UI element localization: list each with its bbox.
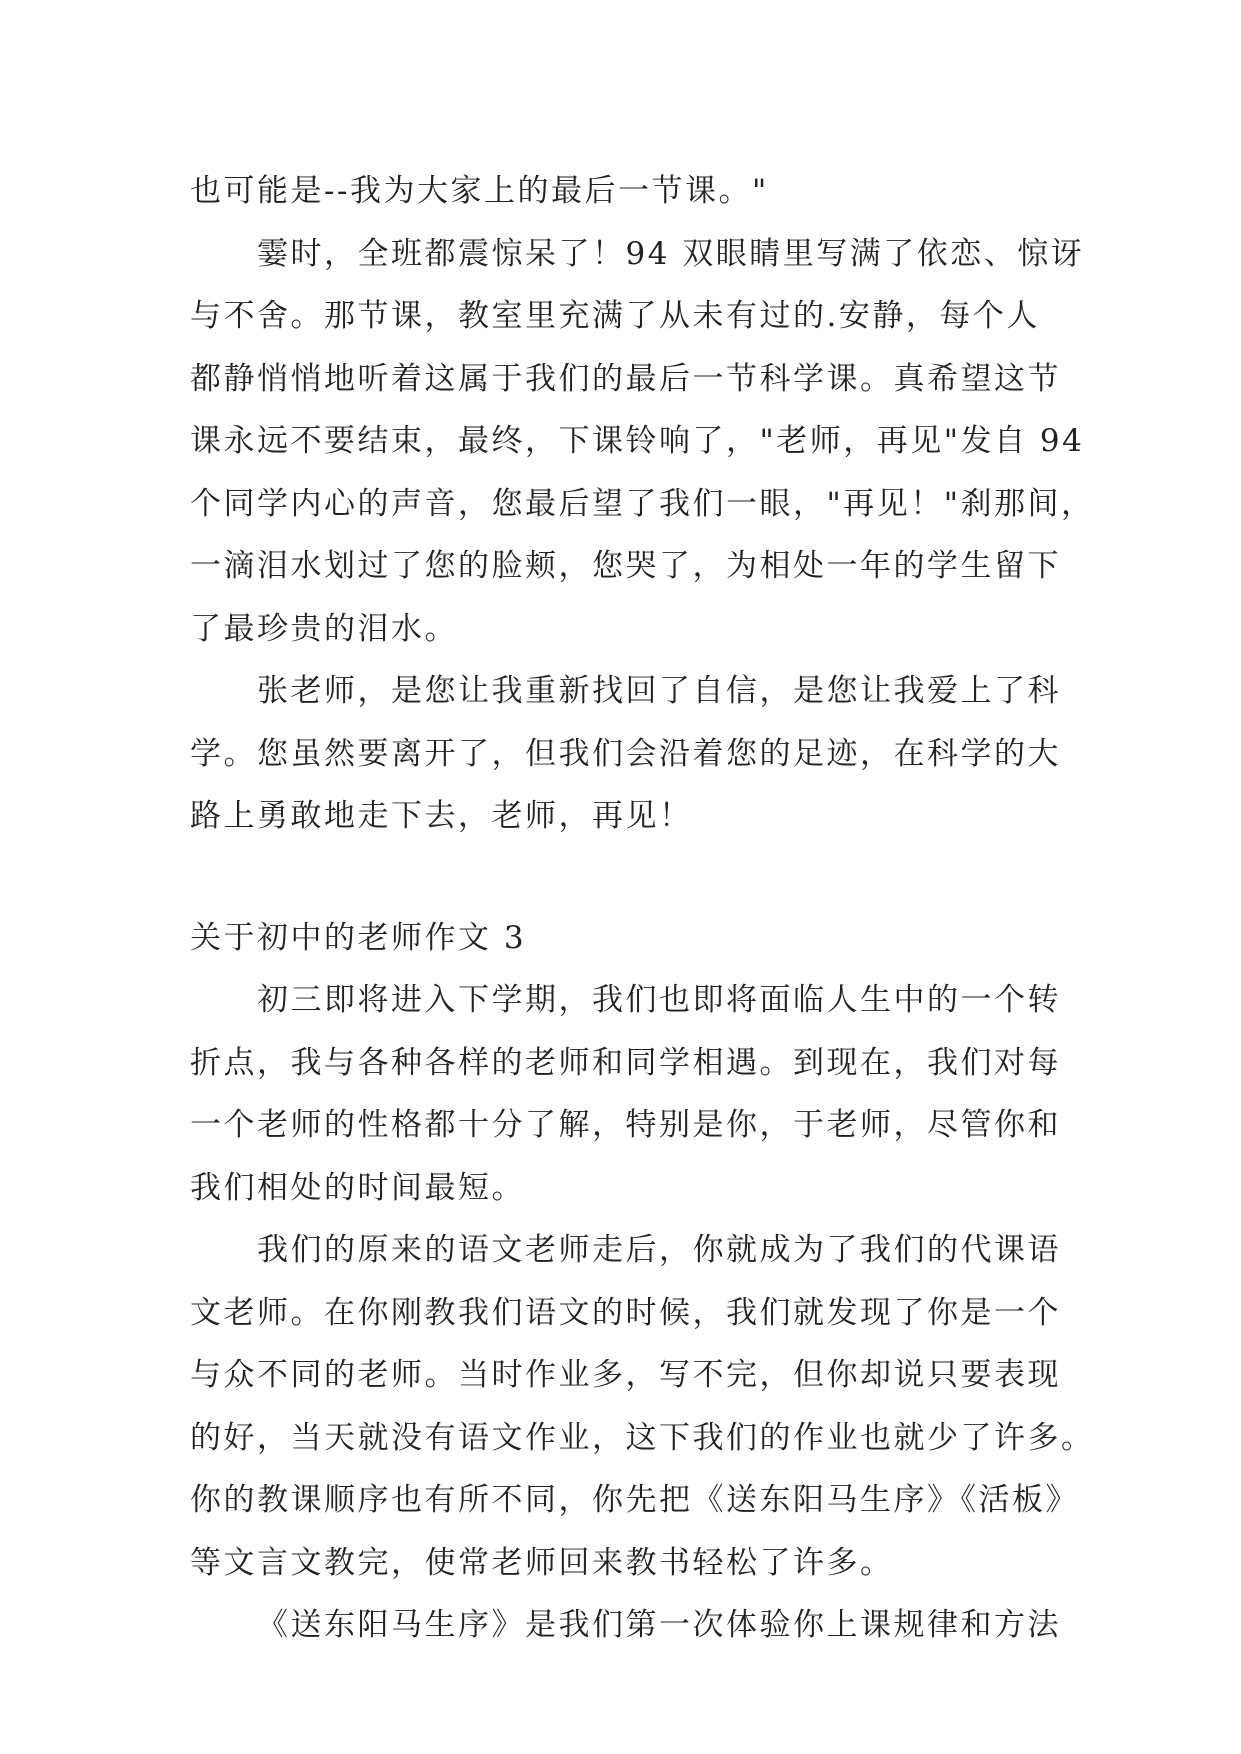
paragraph-4: [190, 969, 1061, 1219]
section-heading: [190, 907, 1050, 970]
text-line: 路上勇敢地走下去，老师，再见！: [190, 798, 693, 834]
paragraph-3: [190, 660, 1061, 848]
text-line: 都静悄悄地听着这属于我们的最后一节科学课。真希望这节: [190, 360, 1061, 397]
paragraph-1: [190, 160, 1050, 223]
text-line: 我们相处的时间最短。: [190, 1169, 525, 1206]
paragraph-5: [190, 1219, 1095, 1594]
text-line: 《送东阳马生序》是我们第一次体验你上课规律和方法: [257, 1607, 1061, 1643]
text-line: 课永远不要结束，最终，下课铃响了，"老师，再见"发自 94: [190, 423, 1085, 459]
text-line: 与不舍。那节课，教室里充满了从未有过的.安静，每个人: [190, 298, 1040, 334]
text-line: 学。您虽然要离开了，但我们会沿着您的足迹，在科学的大: [190, 735, 1061, 772]
text-line: 与众不同的老师。当时作业多，写不完，但你却说只要表现: [190, 1357, 1061, 1393]
text-line: 张老师，是您让我重新找回了自信，是您让我爱上了科: [257, 673, 1061, 709]
text-line: 了最珍贵的泪水。: [190, 610, 458, 647]
text-line: 也可能是--我为大家上的最后一节课。": [190, 173, 769, 209]
text-line: 个同学内心的声音，您最后望了我们一眼，"再见！"刹那间，: [190, 485, 1095, 522]
text-line: 文老师。在你刚教我们语文的时候，我们就发现了你是一个: [190, 1294, 1061, 1331]
text-line: 折点，我与各种各样的老师和同学相遇。到现在，我们对每: [190, 1044, 1061, 1081]
text-line: 的好，当天就没有语文作业，这下我们的作业也就少了许多。: [190, 1419, 1095, 1456]
text-line: 一个老师的性格都十分了解，特别是你，于老师，尽管你和: [190, 1107, 1061, 1143]
paragraph-6: [190, 1594, 1061, 1657]
document-body: [190, 160, 1095, 1657]
text-line: 你的教课顺序也有所不同，你先把《送东阳马生序》《活板》: [190, 1482, 1079, 1518]
text-line: 我们的原来的语文老师走后，你就成为了我们的代课语: [257, 1232, 1061, 1268]
text-line: 等文言文教完，使常老师回来教书轻松了许多。: [190, 1544, 894, 1581]
paragraph-2: [190, 223, 1095, 661]
text-line: 一滴泪水划过了您的脸颊，您哭了，为相处一年的学生留下: [190, 548, 1061, 584]
heading-text: 关于初中的老师作文 3: [190, 919, 527, 956]
text-line: 初三即将进入下学期，我们也即将面临人生中的一个转: [257, 982, 1061, 1018]
text-line: 霎时，全班都震惊呆了！94 双眼睛里写满了依恋、惊讶: [257, 235, 1085, 272]
